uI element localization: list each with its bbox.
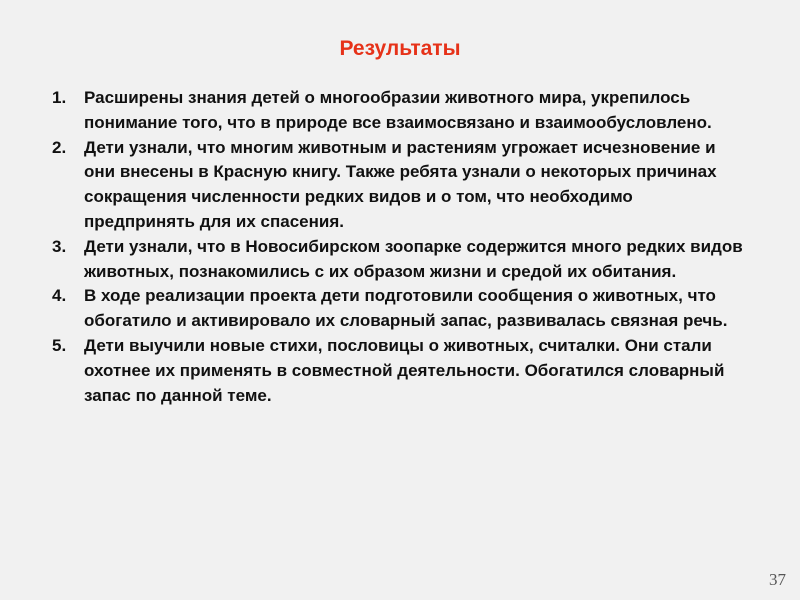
list-item-text: В ходе реализации проекта дети подготовили сообщения о животных, что обогатило и активировало их словарный запас, развивалась связная речь. bbox=[84, 286, 728, 331]
list-item-number: 1. bbox=[52, 88, 67, 107]
list-item bbox=[44, 235, 744, 285]
list-item-text: Расширены знания детей о многообразии животного мира, укрепилось понимание того, что в природе все взаимосвязано и взаимообусловлено. bbox=[84, 88, 712, 132]
list-item-number: 4. bbox=[52, 286, 67, 306]
list-item-number: 5. bbox=[52, 335, 67, 355]
list-item bbox=[44, 86, 744, 136]
page-number: 37 bbox=[769, 570, 786, 589]
list-item-text: Дети узнали, что многим животным и растениям угрожает исчезновение и они внесены в Красную книгу. Также ребята узнали о некоторых причинах сокращения численности редких видов и о том, что необходимо предпринять для их спасения. bbox=[84, 137, 717, 231]
list-item-number: 3. bbox=[52, 236, 67, 256]
list-item bbox=[44, 334, 744, 408]
list-item bbox=[44, 136, 744, 235]
list-item-text: Дети узнали, что в Новосибирском зоопарке содержится много редких видов животных, познакомились с их образом жизни и средой их обитания. bbox=[84, 236, 743, 281]
list-item-number: 2. bbox=[52, 137, 67, 157]
list-item-text: Дети выучили новые стихи, пословицы о животных, считалки. Они стали охотнее их применять в совместной деятельности. Обогатился словарный запас по данной теме. bbox=[84, 335, 725, 405]
list-item bbox=[44, 284, 744, 334]
results-list bbox=[44, 86, 744, 408]
slide-title: Результаты bbox=[339, 37, 461, 60]
